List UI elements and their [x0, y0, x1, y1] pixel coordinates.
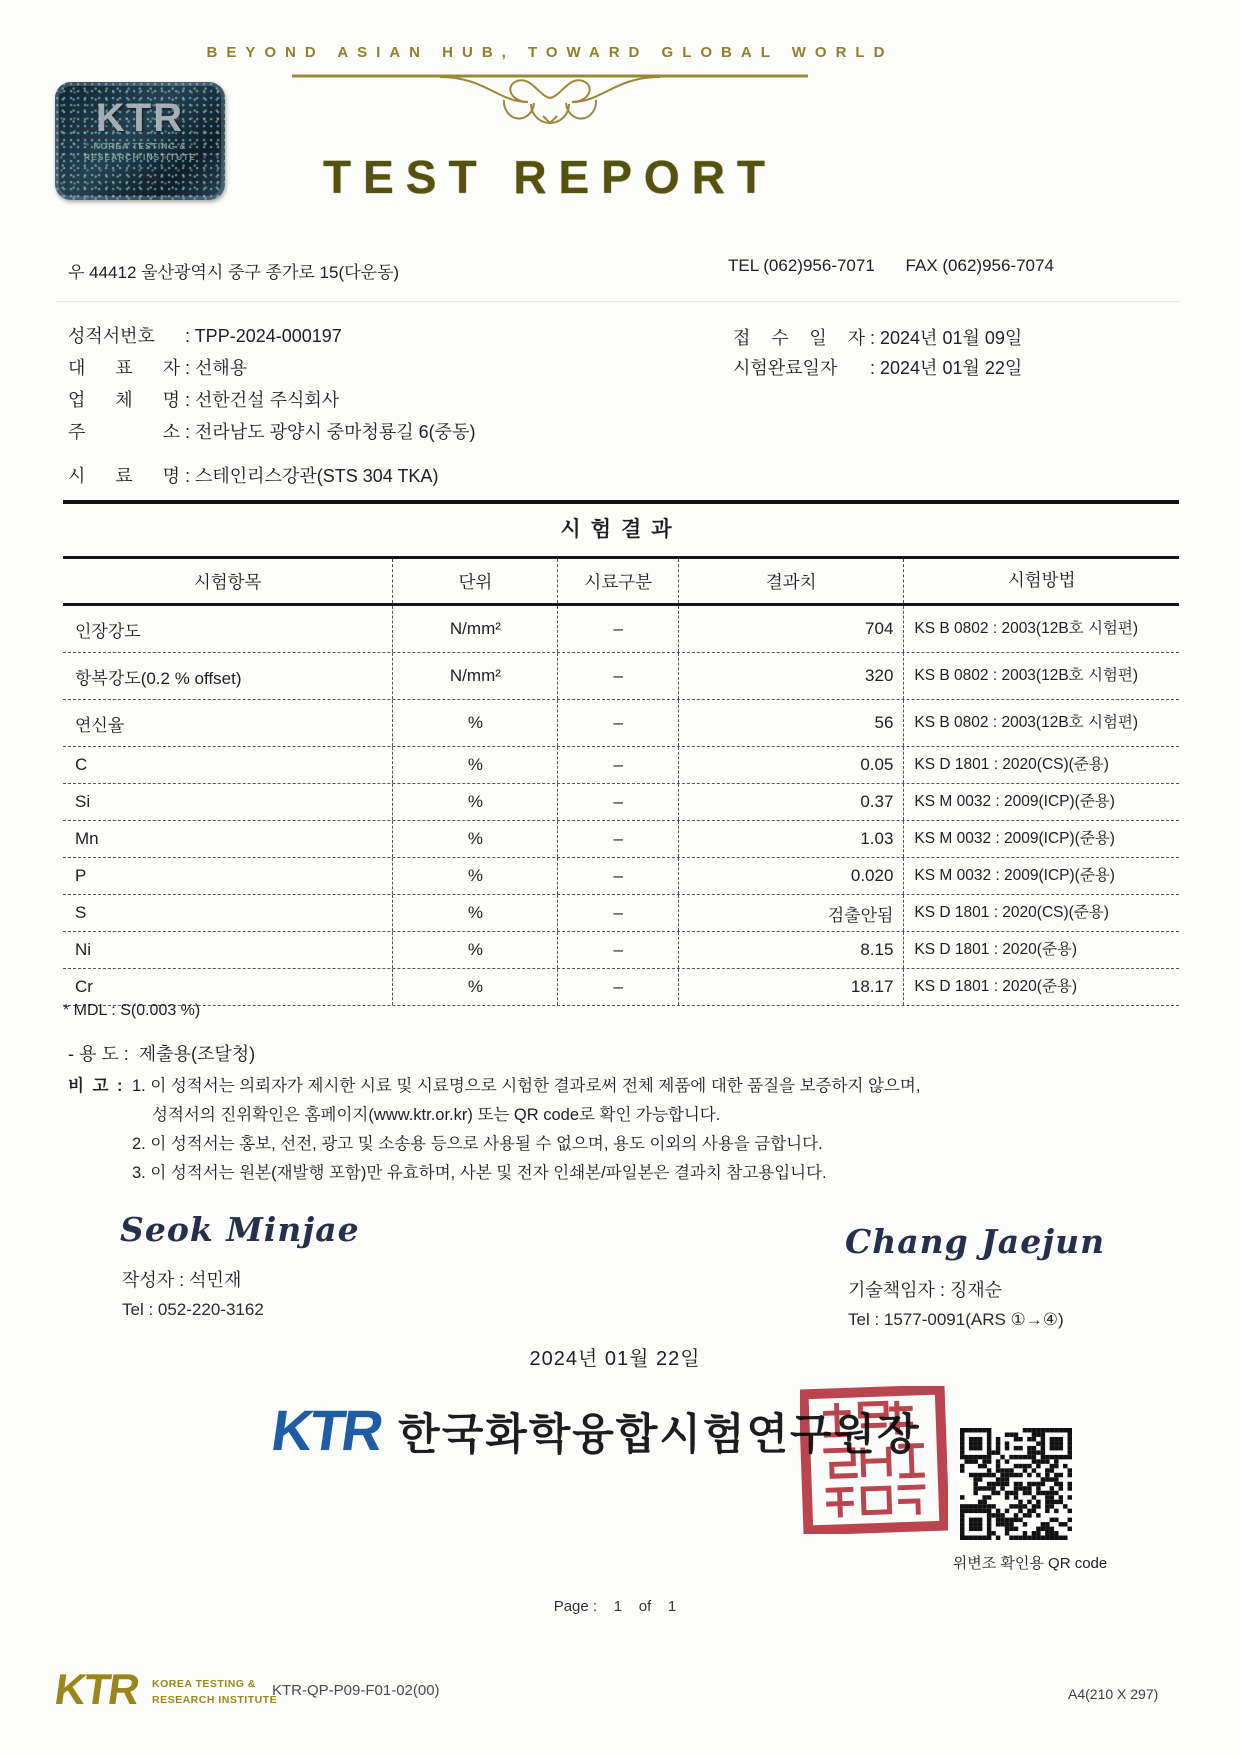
- company-row: 업 체 명 : 선한건설 주식회사: [68, 386, 339, 412]
- cell-result: 56: [679, 700, 904, 746]
- cell-result: 18.17: [679, 969, 904, 1005]
- header-test-item: 시험항목: [63, 559, 393, 603]
- cell-division: –: [558, 858, 679, 894]
- cell-division: –: [558, 784, 679, 820]
- cell-item: 연신율: [63, 700, 393, 746]
- tech-manager-name: 기술책임자 : 징재순: [848, 1280, 1003, 1300]
- fax-number: FAX (062)956-7074: [905, 256, 1054, 275]
- verification-qr-code: [960, 1428, 1072, 1540]
- cell-item: C: [63, 747, 393, 783]
- cell-item: 인장강도: [63, 606, 393, 652]
- tech-manager-signature: Chang Jaejun: [845, 1222, 1106, 1261]
- completion-date-row: 시험완료일자 : 2024년 01월 22일: [733, 354, 1022, 380]
- cell-division: –: [558, 969, 679, 1005]
- hologram-subtext-2: RESEARCH INSTITUTE: [84, 152, 196, 162]
- tel-fax-line: [728, 256, 1080, 276]
- cell-unit: %: [393, 858, 558, 894]
- table-title: 시험결과: [63, 500, 1179, 559]
- cell-division: –: [558, 606, 679, 652]
- sample-name-value: 스테인리스강관(STS 304 TKA): [195, 466, 439, 486]
- receipt-date-value: 2024년 01월 09일: [880, 328, 1023, 348]
- cell-item: Cr: [63, 969, 393, 1005]
- official-red-seal: [800, 1386, 948, 1534]
- cell-unit: %: [393, 700, 558, 746]
- ktr-blue-logo: KTR: [267, 1399, 385, 1463]
- cell-item: 항복강도(0.2 % offset): [63, 653, 393, 699]
- writer-signature: Seok Minjae: [120, 1210, 360, 1249]
- institute-address: 우 44412 울산광역시 중구 종가로 15(다운동): [68, 263, 400, 282]
- writer-tel: Tel : 052-220-3162: [122, 1300, 264, 1319]
- usage-value: 제출용(조달청): [138, 1044, 256, 1064]
- note-line-2: 2. 이 성적서는 홍보, 선전, 광고 및 소송용 등으로 사용될 수 없으며, 용도 이외의 사용을 금합니다.: [132, 1135, 823, 1153]
- header-test-method: 시험방법: [1007, 570, 1076, 591]
- header-unit: 단위: [393, 559, 558, 603]
- completion-date-value: 2024년 01월 22일: [880, 358, 1023, 378]
- page-title: TEST REPORT: [322, 151, 778, 203]
- cell-method: KS B 0802 : 2003(12B호 시험편): [914, 620, 1139, 638]
- receipt-date-row: 접 수 일 자 : 2024년 01월 09일: [733, 324, 1022, 350]
- cell-result: 320: [679, 653, 904, 699]
- cell-item: Mn: [63, 821, 393, 857]
- issue-date: 2024년 01월 22일: [529, 1348, 701, 1370]
- qr-caption: 위변조 확인용 QR code: [952, 1555, 1108, 1572]
- cell-division: –: [558, 932, 679, 968]
- cell-method: KS D 1801 : 2020(준용): [914, 978, 1078, 996]
- issuing-org-name: 한국화학융합시험연구원장: [398, 1410, 921, 1459]
- cell-item: Ni: [63, 932, 393, 968]
- cell-method: KS M 0032 : 2009(ICP)(준용): [914, 830, 1115, 848]
- company-address-label: 주 소: [68, 422, 180, 442]
- cell-unit: %: [393, 932, 558, 968]
- cell-result: 0.05: [679, 747, 904, 783]
- cell-item: P: [63, 858, 393, 894]
- footer-logo-subtext-1: KOREA TESTING &: [152, 1678, 256, 1690]
- table-row: [63, 968, 1179, 1006]
- cell-division: –: [558, 700, 679, 746]
- tech-manager-tel: Tel : 1577-0091(ARS ①→④): [848, 1310, 1064, 1329]
- cell-method: KS B 0802 : 2003(12B호 시험편): [914, 667, 1139, 685]
- cell-result: 8.15: [679, 932, 904, 968]
- cell-division: –: [558, 895, 679, 931]
- footer-ktr-logo: KTR: [51, 1666, 141, 1714]
- mdl-footnote: * MDL : S(0.003 %): [63, 1002, 201, 1019]
- table-row: [63, 652, 1179, 699]
- cell-division: –: [558, 747, 679, 783]
- cell-result: 검출안됨: [679, 895, 904, 931]
- footer-logo-subtext-2: RESEARCH INSTITUTE: [152, 1694, 278, 1706]
- sample-name-row: 시 료 명 : 스테인리스강관(STS 304 TKA): [68, 462, 438, 488]
- table-header-row: [63, 559, 1179, 606]
- cell-method: KS D 1801 : 2020(준용): [914, 941, 1078, 959]
- cell-method: KS D 1801 : 2020(CS)(준용): [914, 904, 1109, 922]
- cell-method: KS M 0032 : 2009(ICP)(준용): [914, 867, 1115, 885]
- cell-division: –: [558, 821, 679, 857]
- note-line-1: 1. 이 성적서는 의뢰자가 제시한 시료 및 시료명으로 시험한 결과로써 전체 제품에 대한 품질을 보증하지 않으며,: [132, 1077, 921, 1095]
- representative-value: 선해용: [195, 358, 248, 378]
- company-value: 선한건설 주식회사: [195, 390, 340, 410]
- tel-number: TEL (062)956-7071: [728, 256, 875, 275]
- usage-row: [68, 1040, 255, 1066]
- header-result: 결과치: [679, 559, 904, 603]
- writer-name: 작성자 : 석민재: [122, 1270, 242, 1290]
- representative-label: 대 표 자: [68, 358, 180, 378]
- cell-unit: %: [393, 969, 558, 1005]
- representative-row: 대 표 자 : 선해용: [68, 354, 247, 380]
- table-row: [63, 894, 1179, 931]
- notes-label: 비 고 :: [68, 1077, 125, 1095]
- header-sample-division: 시료구분: [558, 559, 679, 603]
- report-number-value: TPP-2024-000197: [194, 326, 342, 346]
- cell-unit: N/mm²: [393, 653, 558, 699]
- usage-label: - 용 도 :: [68, 1044, 129, 1064]
- completion-date-label: 시험완료일자: [733, 358, 838, 378]
- cell-unit: %: [393, 747, 558, 783]
- company-address-row: 주 소 : 전라남도 광양시 중마청룡길 6(중동): [68, 418, 475, 444]
- cell-result: 0.37: [679, 784, 904, 820]
- results-table: [63, 500, 1179, 1006]
- cell-result: 1.03: [679, 821, 904, 857]
- table-row: [63, 820, 1179, 857]
- paper-size: A4(210 X 297): [1068, 1686, 1159, 1702]
- table-row: [63, 746, 1179, 783]
- hologram-subtext-1: KOREA TESTING &: [93, 141, 187, 151]
- table-row: [63, 857, 1179, 894]
- document-code: KTR-QP-P09-F01-02(00): [272, 1682, 440, 1699]
- cell-unit: %: [393, 784, 558, 820]
- cell-method: KS M 0032 : 2009(ICP)(준용): [914, 793, 1115, 811]
- cell-division: –: [558, 653, 679, 699]
- note-line-3: 3. 이 성적서는 원본(재발행 포함)만 유효하며, 사본 및 전자 인쇄본/파일본은 결과치 참고용입니다.: [132, 1164, 827, 1182]
- table-row: [63, 931, 1179, 968]
- tagline: BEYOND ASIAN HUB, TOWARD GLOBAL WORLD: [206, 44, 894, 61]
- cell-result: 0.020: [679, 858, 904, 894]
- cell-result: 704: [679, 606, 904, 652]
- cell-unit: %: [393, 821, 558, 857]
- report-number-label: 성적서번호: [68, 326, 155, 346]
- cell-item: Si: [63, 784, 393, 820]
- table-row: [63, 606, 1179, 652]
- cell-unit: N/mm²: [393, 606, 558, 652]
- table-row: [63, 783, 1179, 820]
- cell-method: KS D 1801 : 2020(CS)(준용): [914, 756, 1109, 774]
- page-indicator: Page : 1 of 1: [553, 1598, 677, 1615]
- cell-method: KS B 0802 : 2003(12B호 시험편): [914, 714, 1139, 732]
- report-number-row: 성적서번호 : TPP-2024-000197: [68, 322, 342, 348]
- table-row: [63, 699, 1179, 746]
- receipt-date-label: 접 수 일 자: [733, 328, 865, 348]
- cell-unit: %: [393, 895, 558, 931]
- gold-flourish-ornament: [290, 72, 810, 136]
- note-line-1-continued: 성적서의 진위확인은 홈페이지(www.ktr.or.kr) 또는 QR code로 확인 가능합니다.: [152, 1106, 721, 1124]
- sample-name-label: 시 료 명: [68, 466, 180, 486]
- cell-item: S: [63, 895, 393, 931]
- company-address-value: 전라남도 광양시 중마청룡길 6(중동): [195, 422, 476, 442]
- divider-light: [55, 301, 1180, 302]
- company-label: 업 체 명: [68, 390, 180, 410]
- hologram-ktr-wordmark: KTR: [95, 96, 185, 140]
